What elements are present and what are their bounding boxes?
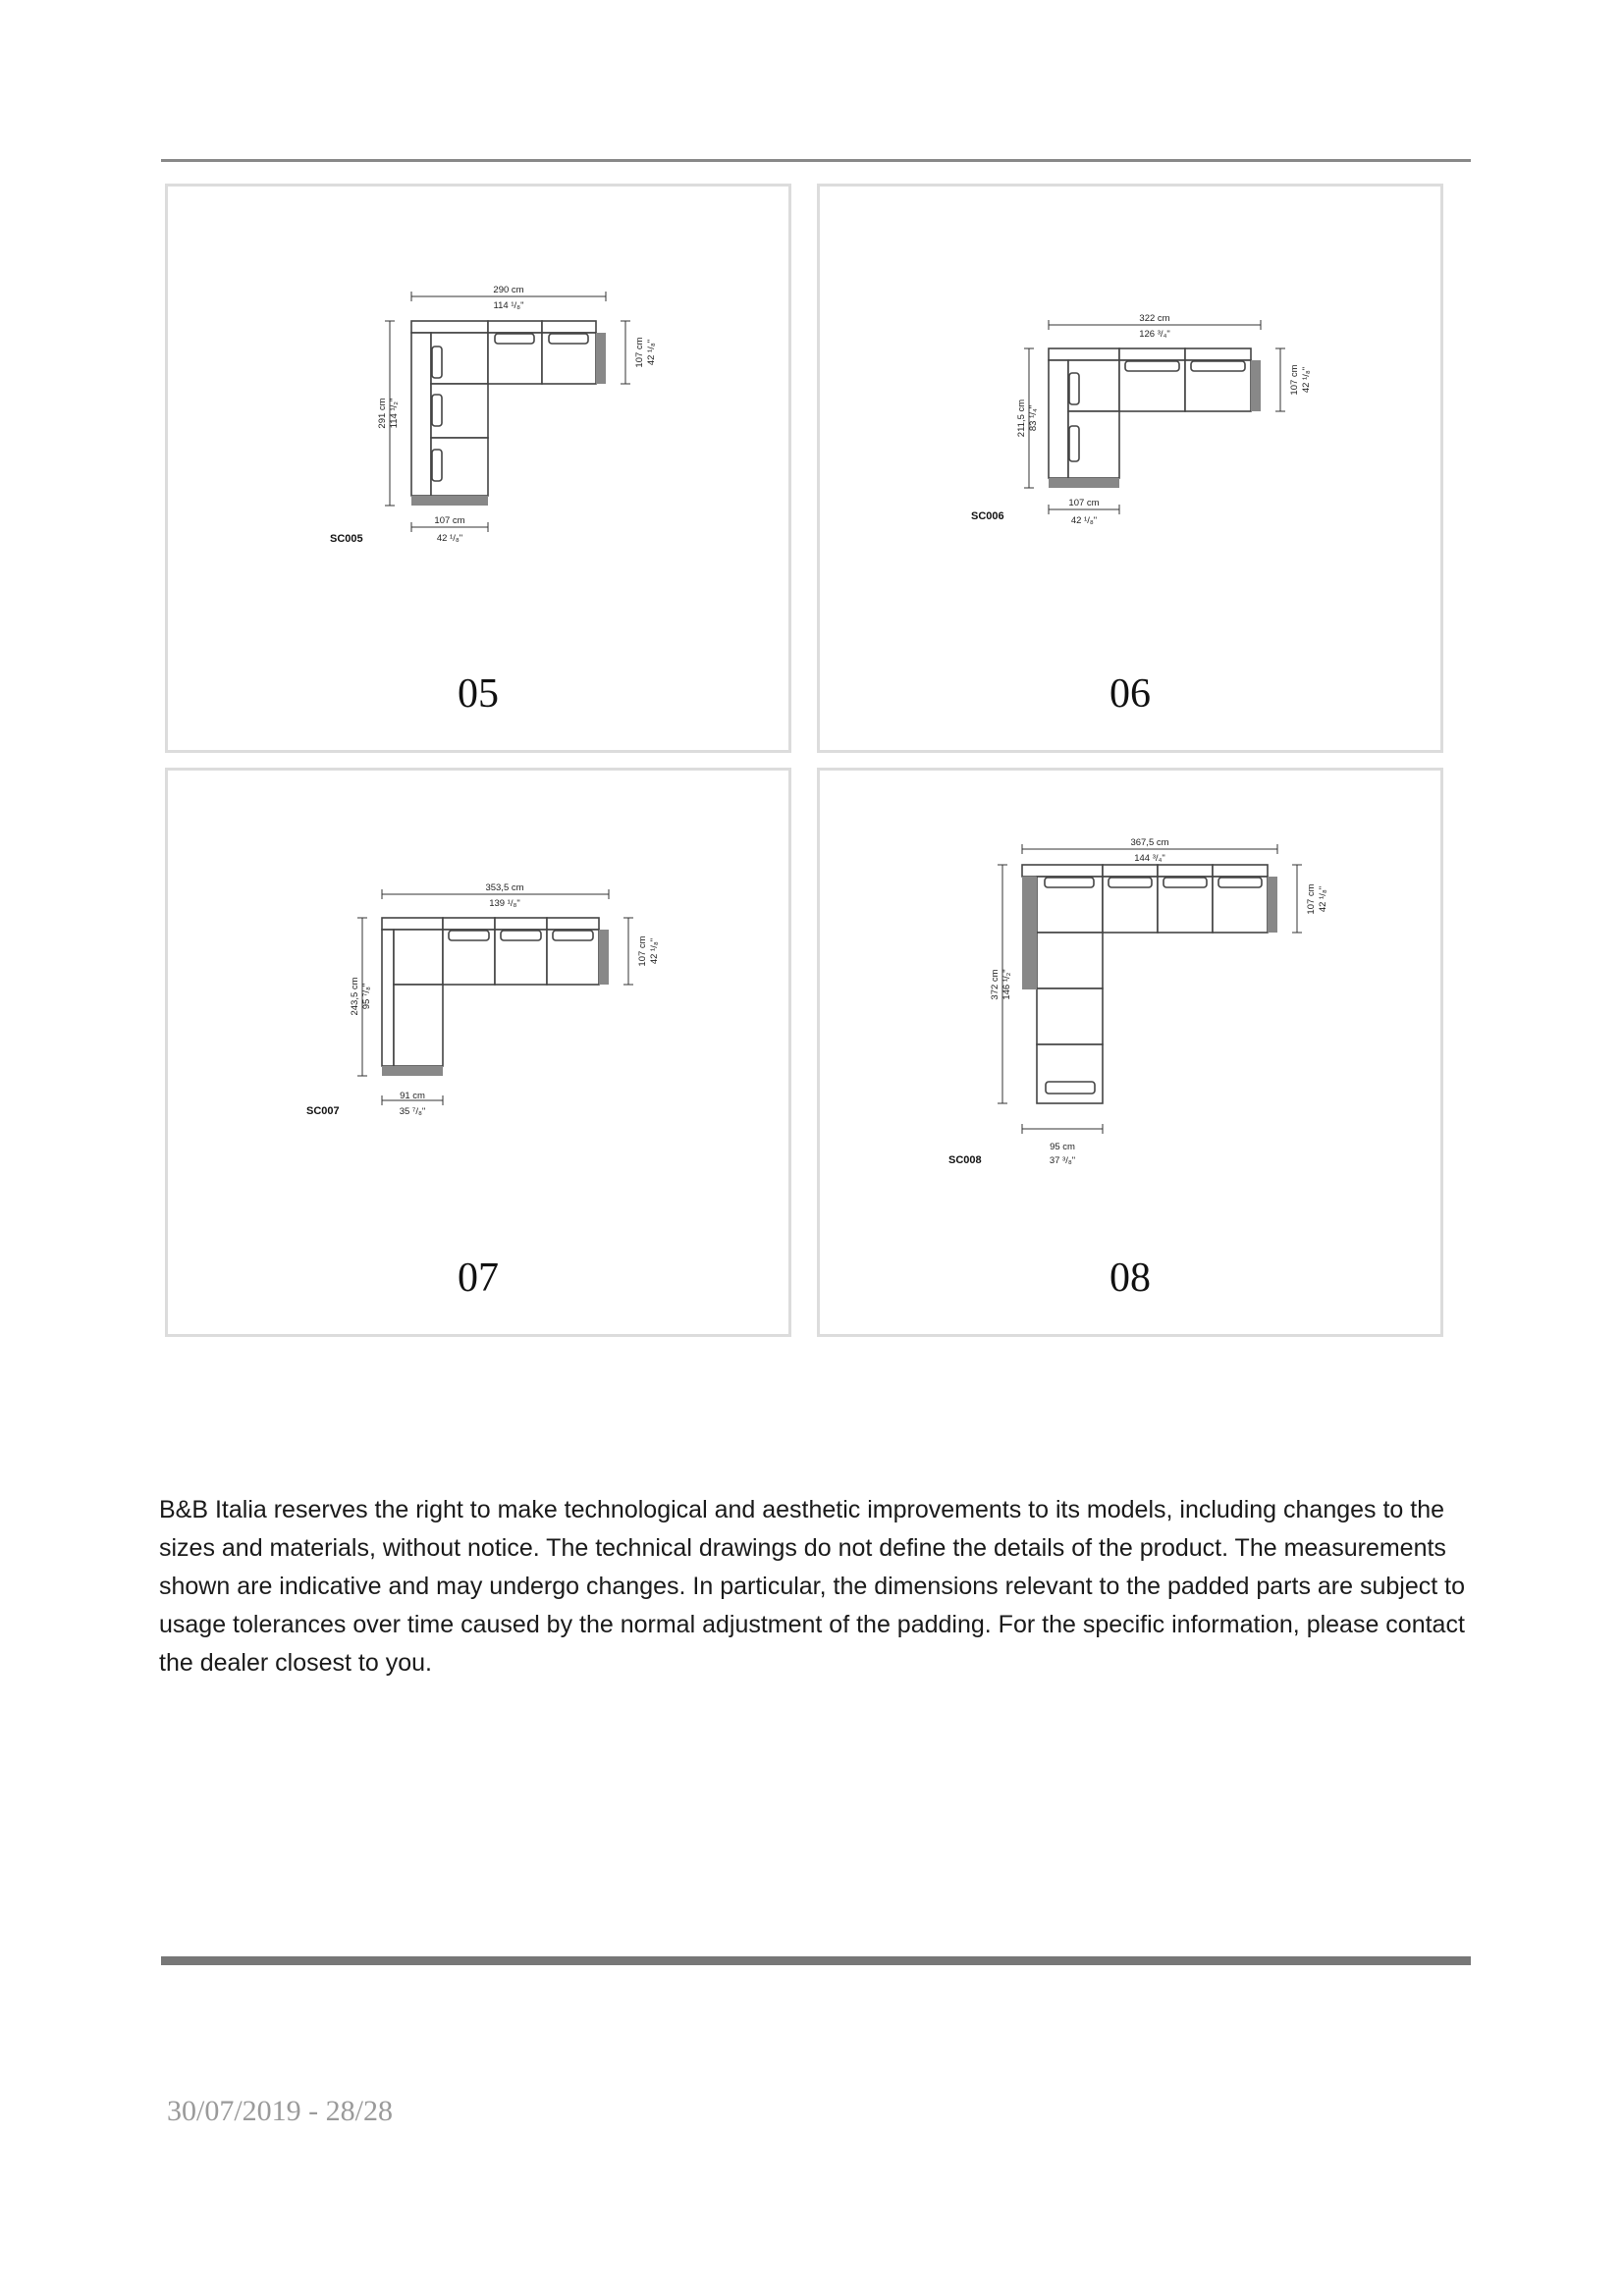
panel-07 [165,768,791,1337]
backrest [1049,360,1068,478]
chaise-in: 37 ³/₈" [1049,1155,1076,1166]
depth-in: 42 ¹/₈" [1301,366,1312,394]
panel-number: 06 [1109,671,1151,717]
backrest [382,918,443,930]
panel-05 [165,184,791,753]
chaise-in: 35 ⁷/₈" [399,1106,426,1117]
model-code: SC007 [306,1105,340,1117]
width-in: 144 ³/₄" [1134,853,1165,864]
model-code: SC008 [948,1154,982,1166]
panel-number: 05 [458,671,499,717]
top-rule [161,159,1471,162]
depth-in: 42 ¹/₈" [649,937,660,965]
length-in: 114 ¹/₂" [389,398,400,429]
depth-in: 42 ¹/₈" [1318,885,1328,913]
disclaimer-text: B&B Italia reserves the right to make technological and aesthetic improvements to its models, including changes to the sizes and materials, without notice. The technical drawings do not define the details of the product. The measurements shown are indicative and may undergo changes. In particular, the dimensions relevant to the padded parts are subject to usage tolerances over time caused by the normal adjustment of the padding. For the specific information, please contact the dealer closest to you. [159,1496,1465,1677]
backrest [382,930,394,1066]
sofa-drawing-sc008 [820,771,1440,1334]
length-in: 146 ¹/₂" [1001,969,1012,1000]
chaise-cm: 95 cm [1050,1142,1075,1152]
depth-cm: 107 cm [1289,364,1300,396]
width-cm: 322 cm [1139,313,1170,324]
backrest [1049,348,1119,360]
width-in: 126 ³/₄" [1139,329,1170,340]
width-in: 139 ¹/₈" [489,898,520,909]
length-cm: 372 cm [990,969,1001,1000]
sofa-drawing-sc007 [168,771,788,1334]
chaise-in: 42 ¹/₈" [436,533,463,544]
model-code: SC006 [971,510,1004,522]
width-cm: 353,5 cm [485,882,524,893]
panel-06 [817,184,1443,753]
length-cm: 211,5 cm [1016,399,1027,438]
depth-cm: 107 cm [1306,883,1317,915]
width-in: 114 ¹/₈" [493,300,524,311]
length-cm: 243,5 cm [350,977,360,1016]
model-code: SC005 [330,533,363,545]
chaise-cm: 91 cm [400,1091,425,1101]
length-in: 95 ⁷/₈" [361,983,372,1010]
backrest [1022,865,1103,877]
footer-date-page: 30/07/2019 - 28/28 [167,2095,393,2127]
depth-cm: 107 cm [634,337,645,368]
panel-08 [817,768,1443,1337]
panel-number: 08 [1109,1255,1151,1301]
backrest [411,333,431,496]
sofa-drawing-sc005 [168,187,788,750]
length-in: 83 ¹/₄" [1028,404,1039,432]
chaise-cm: 107 cm [1068,498,1100,508]
depth-cm: 107 cm [637,935,648,967]
depth-in: 42 ¹/₈" [646,339,657,366]
length-cm: 291 cm [377,398,388,429]
width-cm: 290 cm [493,285,524,295]
sofa-drawing-sc006 [820,187,1440,750]
chaise-in: 42 ¹/₈" [1070,515,1098,526]
backrest [411,321,488,333]
width-cm: 367,5 cm [1130,837,1169,848]
bottom-rule [161,1956,1471,1965]
chaise-cm: 107 cm [434,515,465,526]
panel-number: 07 [458,1255,499,1301]
